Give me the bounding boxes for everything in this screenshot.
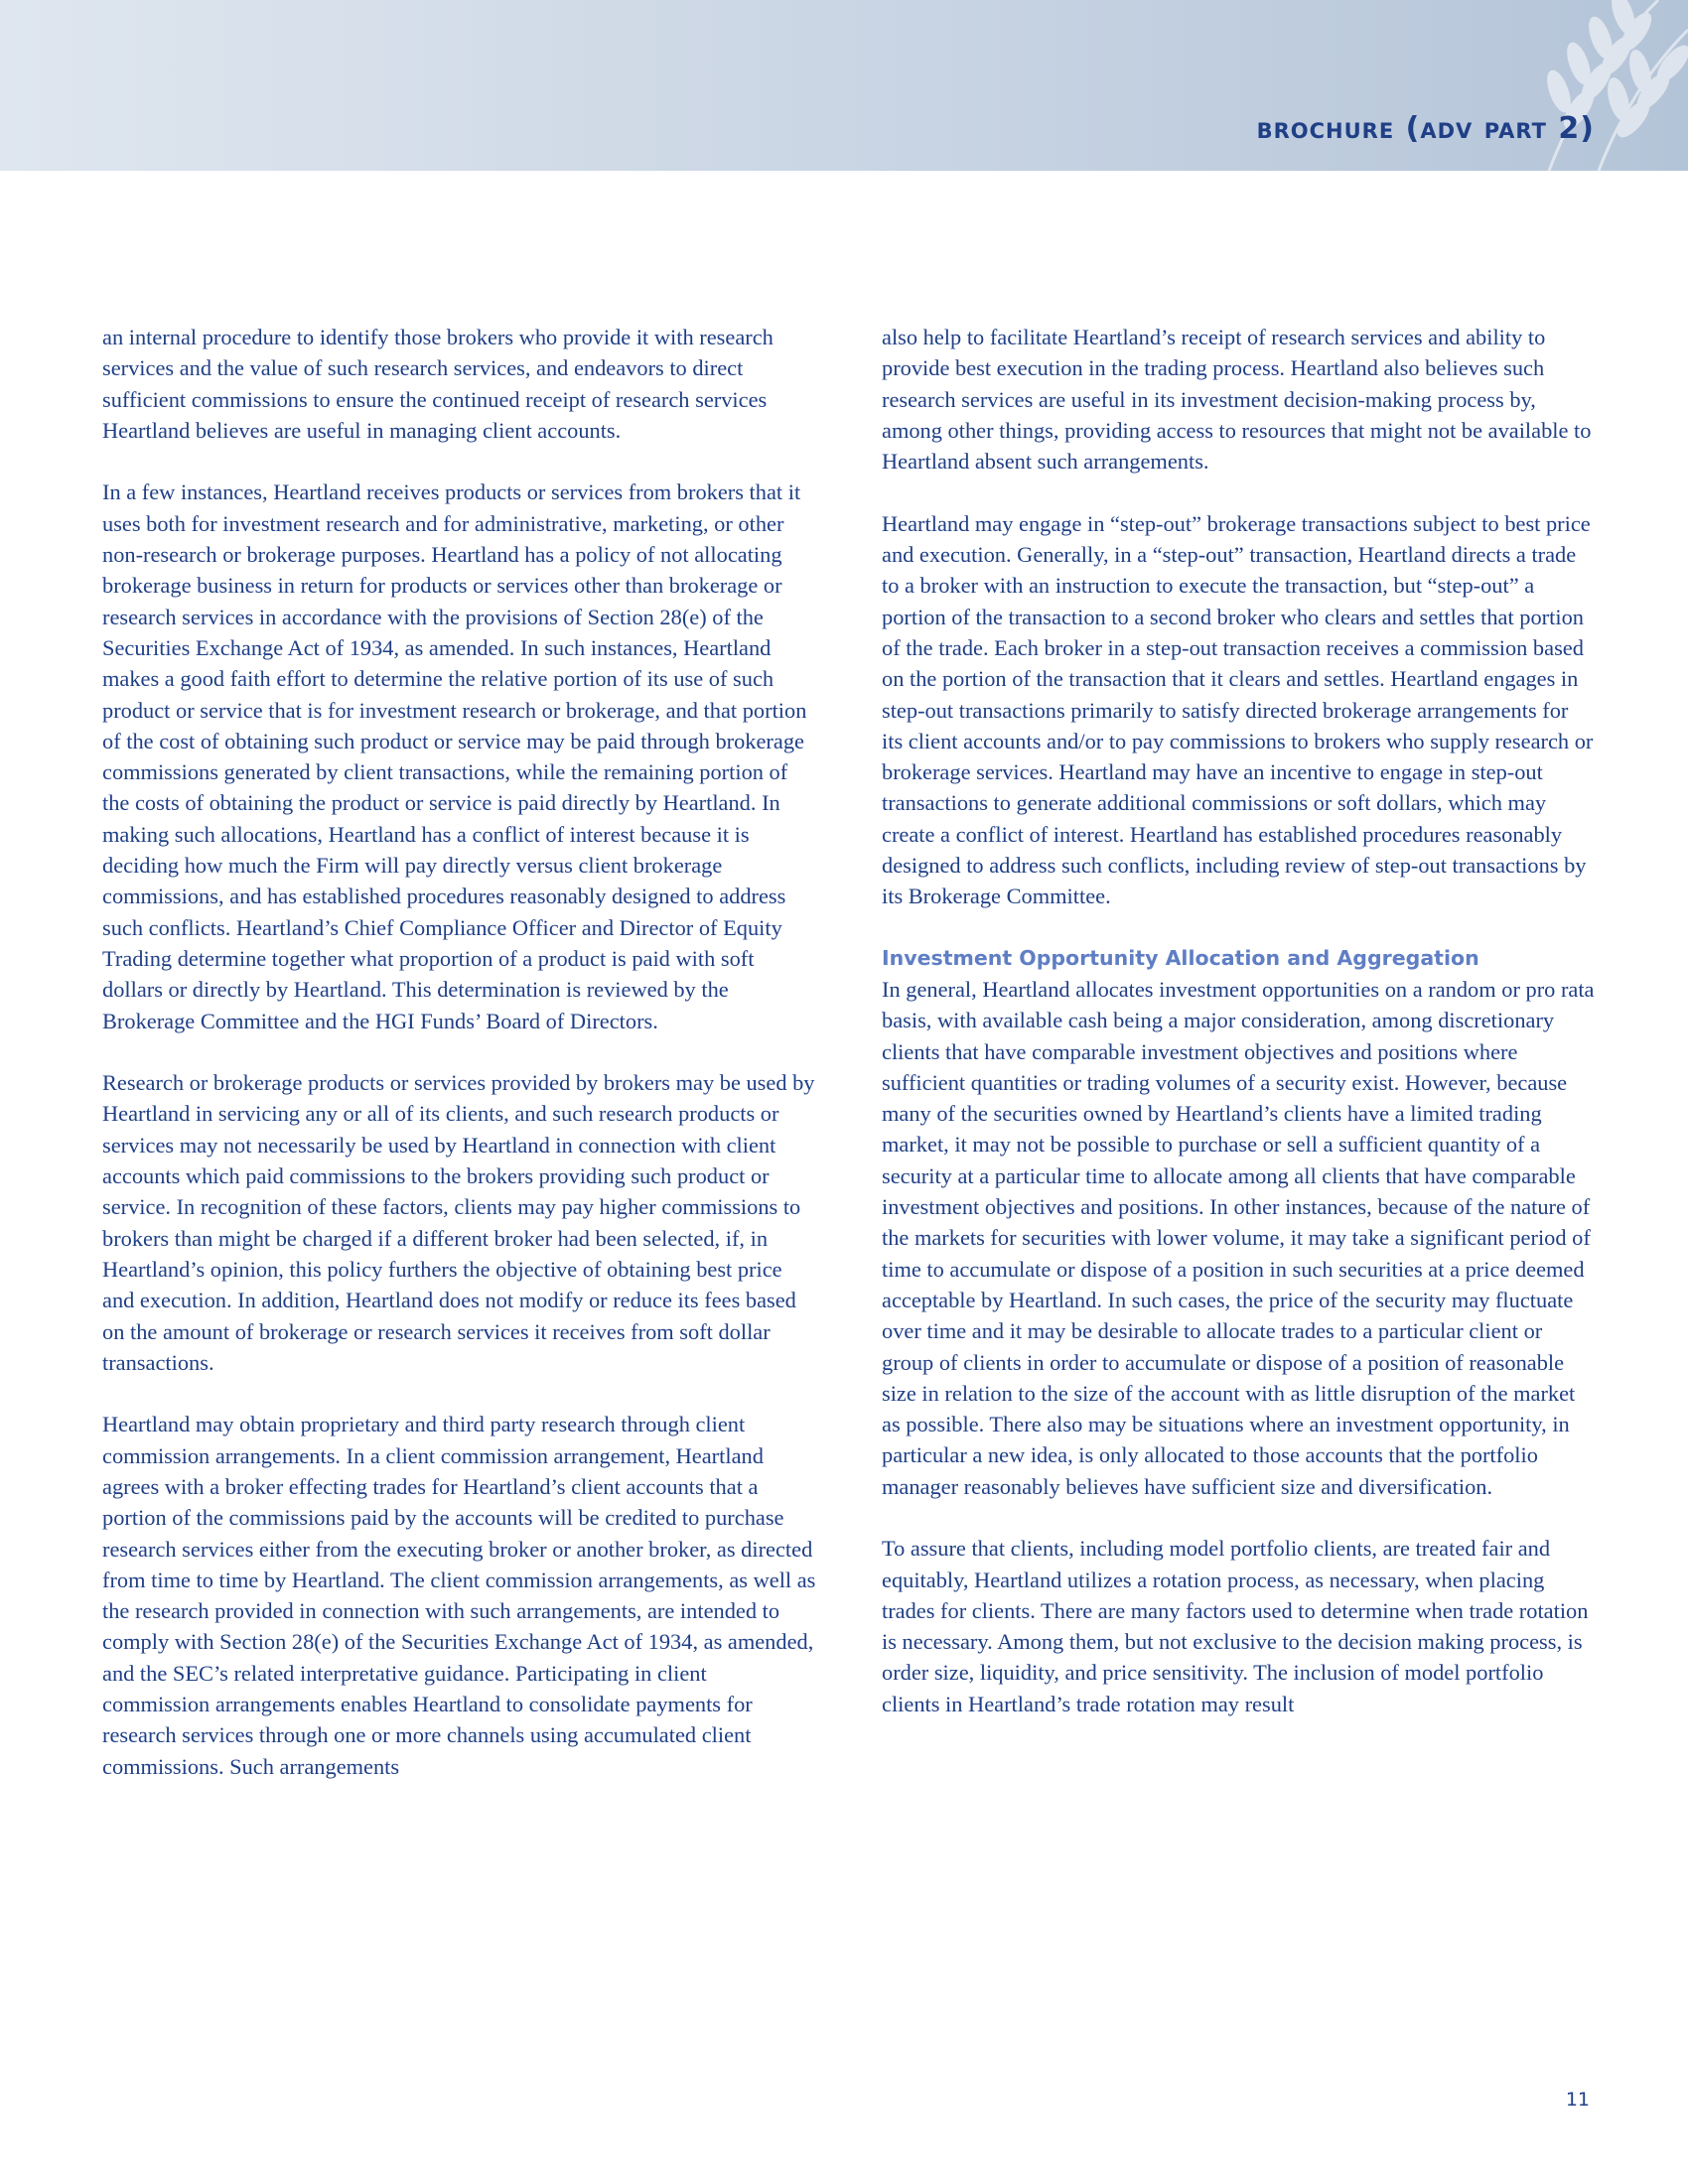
left-column bbox=[102, 322, 817, 1782]
paragraph: To assure that clients, including model portfolio clients, are treated fair and equitably, Heartland utilizes a rotation process, as necessary, when placing trades for clients. There are many factors used to determine when trade rotation is necessary. Among them, but not exclusive to the decision making process, is order size, liquidity, and price sensitivity. The inclusion of model portfolio clients in Heartland’s trade rotation may result bbox=[882, 1536, 1589, 1716]
paragraph: In a few instances, Heartland receives products or services from brokers that it uses both for investment research and for administrative, marketing, or other non-research or brokerage purposes. Heartland has a policy of not allocating brokerage business in return for products or services other than brokerage or research services in accordance with the provisions of Section 28(e) of the Securities Exchange Act of 1934, as amended. In such instances, Heartland makes a good faith effort to determine the relative portion of its use of such product or service that is for investment research or brokerage, and that portion of the cost of obtaining such product or service may be paid through brokerage commissions generated by client transactions, while the remaining portion of the costs of obtaining the product or service is paid directly by Heartland. In making such allocations, Heartland has a conflict of interest because it is deciding how much the Firm will pay directly versus client brokerage commissions, and has established procedures reasonably designed to address such conflicts. Heartland’s Chief Compliance Officer and Director of Equity Trading determine together what proportion of a product is paid with soft dollars or directly by Heartland. This determination is reviewed by the Brokerage Committee and the HGI Funds’ Board of Directors. bbox=[102, 479, 807, 1033]
header-band bbox=[0, 0, 1688, 171]
paragraph: also help to facilitate Heartland’s receipt of research services and ability to provide best execution in the trading process. Heartland also believes such research services are useful in its investment decision-making process by, among other things, providing access to resources that might not be available to Heartland absent such arrangements. bbox=[882, 325, 1592, 475]
page-header-title: brochure (adv part 2) bbox=[1256, 111, 1595, 146]
paragraph: In general, Heartland allocates investment opportunities on a random or pro rata basis, with available cash being a major consideration, among discretionary clients that have comparable investment objectives and positions where sufficient quantities or trading volumes of a security exist. However, because many of the securities owned by Heartland’s clients have a limited trading market, it may not be possible to purchase or sell a sufficient quantity of a security at a particular time to allocate among all clients that have comparable investment objectives and positions. In other instances, because of the nature of the markets for securities with lower volume, it may take a significant period of time to accumulate or dispose of a position in such securities at a price deemed acceptable by Heartland. In such cases, the price of the security may fluctuate over time and it may be desirable to allocate trades to a particular client or group of clients in order to accumulate or dispose of a position of reasonable size in relation to the size of the account with as little disruption of the market as possible. There also may be situations where an investment opportunity, in particular a new idea, is only allocated to those accounts that the portfolio manager reasonably believes have sufficient size and diversification. bbox=[882, 976, 1595, 1499]
paragraph: Heartland may obtain proprietary and third party research through client commission arrangements. In a client commission arrangement, Heartland agrees with a broker effecting trades for Heartland’s client accounts that a portion of the commissions paid by the accounts will be credited to purchase research services either from the executing broker or another broker, as directed from time to time by Heartland. The client commission arrangements, as well as the research provided in connection with such arrangements, are intended to comply with Section 28(e) of the Securities Exchange Act of 1934, as amended, and the SEC’s related interpretative guidance. Participating in client commission arrangements enables Heartland to consolidate payments for research services through one or more channels using accumulated client commissions. Such arrangements bbox=[102, 1412, 816, 1779]
paragraph: Heartland may engage in “step-out” brokerage transactions subject to best price and execution. Generally, in a “step-out” transaction, Heartland directs a trade to a broker with an instruction to execute the transaction, but “step-out” a portion of the transaction to a second broker who clears and settles that portion of the trade. Each broker in a step-out transaction receives a commission based on the portion of the transaction that it clears and settles. Heartland engages in step-out transactions primarily to satisfy directed brokerage arrangements for its client accounts and/or to pay commissions to brokers who supply research or brokerage services. Heartland may have an incentive to engage in step-out transactions to generate additional commissions or soft dollars, which may create a conflict of interest. Heartland has established procedures reasonably designed to address such conflicts, including review of step-out transactions by its Brokerage Committee. bbox=[882, 510, 1594, 909]
section-heading: Investment Opportunity Allocation and Aggregation bbox=[882, 945, 1479, 970]
right-column bbox=[882, 322, 1595, 1719]
page-number: 11 bbox=[1565, 2089, 1590, 2111]
paragraph: an internal procedure to identify those brokers who provide it with research services and the value of such research services, and endeavors to direct sufficient commissions to ensure the continued receipt of research services Heartland believes are useful in managing client accounts. bbox=[102, 325, 774, 443]
paragraph: Research or brokerage products or services provided by brokers may be used by Heartland in servicing any or all of its clients, and such research products or services may not necessarily be used by Heartland in connection with client accounts which paid commissions to the brokers providing such product or service. In recognition of these factors, clients may pay higher commissions to brokers than might be charged if a different broker had been selected, if, in Heartland’s opinion, this policy furthers the objective of obtaining best price and execution. In addition, Heartland does not modify or reduce its fees based on the amount of brokerage or research services it receives from soft dollar transactions. bbox=[102, 1070, 815, 1375]
